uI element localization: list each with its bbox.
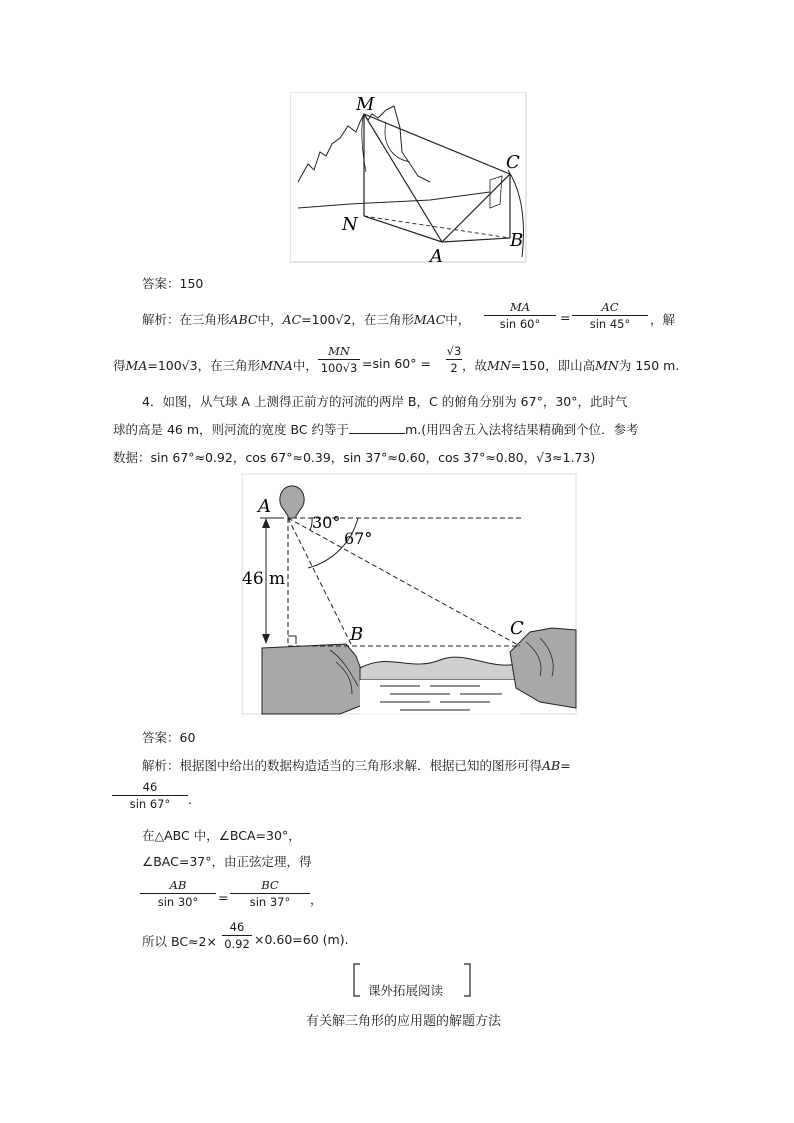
- var-ma: MA: [125, 358, 148, 373]
- answer-1: 答案：150: [142, 276, 204, 291]
- var-mn-2: MN: [595, 358, 619, 373]
- fraction-denominator: 2: [450, 361, 458, 375]
- fraction-denominator: sin 37°: [249, 895, 291, 909]
- var-ac: AC: [282, 312, 302, 327]
- comma: ，: [310, 892, 323, 907]
- problem-4-line-3: 数据：sin 67°≈0.92，cos 67°≈0.39，sin 37°≈0.60，cos 37°≈0.80，√3≈1.73): [113, 450, 596, 465]
- answer-2: 答案：60: [142, 730, 196, 745]
- fraction-46-sin67: [112, 780, 188, 811]
- problem-4-line-1: 4．如图，从气球 A 上测得正前方的河流的两岸 B，C 的俯角分别为 67°，30°，此时气: [142, 394, 628, 409]
- analysis-2-text: 解析：根据图中给出的数据构造适当的三角形求解．根据已知的图形可得: [142, 758, 543, 773]
- var-ab: AB: [542, 758, 561, 773]
- solve-tail: ，解: [650, 312, 676, 327]
- equals-sign: =: [560, 758, 571, 773]
- figure-mountain-triangle: [290, 92, 530, 264]
- fraction-denominator: 100√3: [320, 361, 358, 375]
- section-title: 有关解三角形的应用题的解题方法: [306, 1014, 502, 1029]
- fraction-46-092: [222, 920, 252, 951]
- label-m: M: [356, 94, 375, 115]
- mn-value: =150，即山高: [510, 358, 596, 373]
- ac-value: =100√2，在三角形: [301, 312, 414, 327]
- fraction-denominator: sin 30°: [157, 895, 199, 909]
- fraction-denominator: sin 67°: [129, 797, 171, 811]
- analysis-2-line-5-suffix: ×0.60=60 (m).: [254, 932, 349, 947]
- label-b: B: [510, 230, 524, 251]
- text-after-mac: 中，: [445, 312, 471, 327]
- analysis-2-line-3: ∠BAC=37°，由正弦定理，得: [142, 854, 312, 869]
- equals-sign-2: =: [218, 890, 229, 905]
- river: [360, 680, 520, 714]
- fraction-numerator: √3: [446, 344, 462, 358]
- fraction-numerator: AC: [601, 300, 619, 314]
- fraction-numerator: BC: [261, 878, 279, 892]
- fraction-denominator: 0.92: [224, 937, 250, 951]
- problem-4-line-2: [113, 420, 639, 438]
- ma-value: =100√3，在三角形: [147, 358, 261, 373]
- text-zhong: 中，: [257, 312, 283, 327]
- fraction-ab-sin30: [140, 878, 216, 909]
- var-mn: MN: [487, 358, 511, 373]
- fraction-numerator: 46: [142, 780, 158, 794]
- fraction-numerator: MA: [509, 300, 531, 314]
- fraction-denominator: sin 45°: [589, 317, 631, 331]
- fraction-ac-sin45: [572, 300, 648, 331]
- problem-4-line-2-b: m.(用四舍五入法将结果精确到个位．参考: [405, 422, 639, 437]
- text-de: 得: [113, 358, 126, 373]
- label-a: A: [430, 246, 443, 264]
- sin60-text: =sin 60° =: [362, 356, 431, 371]
- tri-mac: MAC: [413, 312, 446, 327]
- fraction-bc-sin37: [230, 878, 310, 909]
- tri-abc: ABC: [229, 312, 258, 327]
- text-gu: ，故: [462, 358, 488, 373]
- problem-4-line-2-a: 球的高是 46 m，则河流的宽度 BC 约等于: [113, 422, 350, 437]
- fraction-sqrt3-2: [446, 344, 462, 375]
- analysis-1-conclusion: [462, 356, 679, 374]
- fraction-numerator: MN: [328, 344, 350, 358]
- tri-mna: MNA: [260, 358, 293, 373]
- angle-30-label: 30°: [312, 513, 341, 532]
- analysis-1-prefix: 解析：在三角形: [142, 312, 230, 327]
- equals-sign: =: [560, 310, 571, 325]
- fraction-ma-sin60: [484, 300, 556, 331]
- label-c: C: [510, 618, 524, 639]
- period: .: [188, 792, 192, 807]
- analysis-2-line-1: [142, 756, 571, 774]
- label-b: B: [350, 624, 364, 645]
- conclusion-tail: 为 150 m.: [618, 358, 680, 373]
- analysis-2-line-5-prefix: 所以 BC≈2×: [142, 934, 217, 949]
- answer-blank: [349, 423, 405, 434]
- fraction-numerator: AB: [169, 878, 187, 892]
- fraction-mn-100sqrt3: [318, 344, 360, 375]
- angle-67-label: 67°: [344, 529, 373, 548]
- fraction-numerator: 46: [229, 920, 245, 934]
- height-label: 46 m: [242, 569, 286, 589]
- text-after-mna: 中，: [292, 358, 318, 373]
- analysis-2-line-2: 在△ABC 中，∠BCA=30°，: [142, 828, 301, 843]
- section-box-label: 课外拓展阅读: [368, 983, 444, 998]
- label-a: A: [258, 496, 271, 517]
- analysis-1-line-2: [113, 356, 318, 374]
- analysis-1-line-1: [142, 310, 470, 328]
- label-c: C: [506, 152, 520, 173]
- label-n: N: [342, 214, 358, 235]
- figure-balloon-river: [240, 472, 580, 718]
- fraction-denominator: sin 60°: [499, 317, 541, 331]
